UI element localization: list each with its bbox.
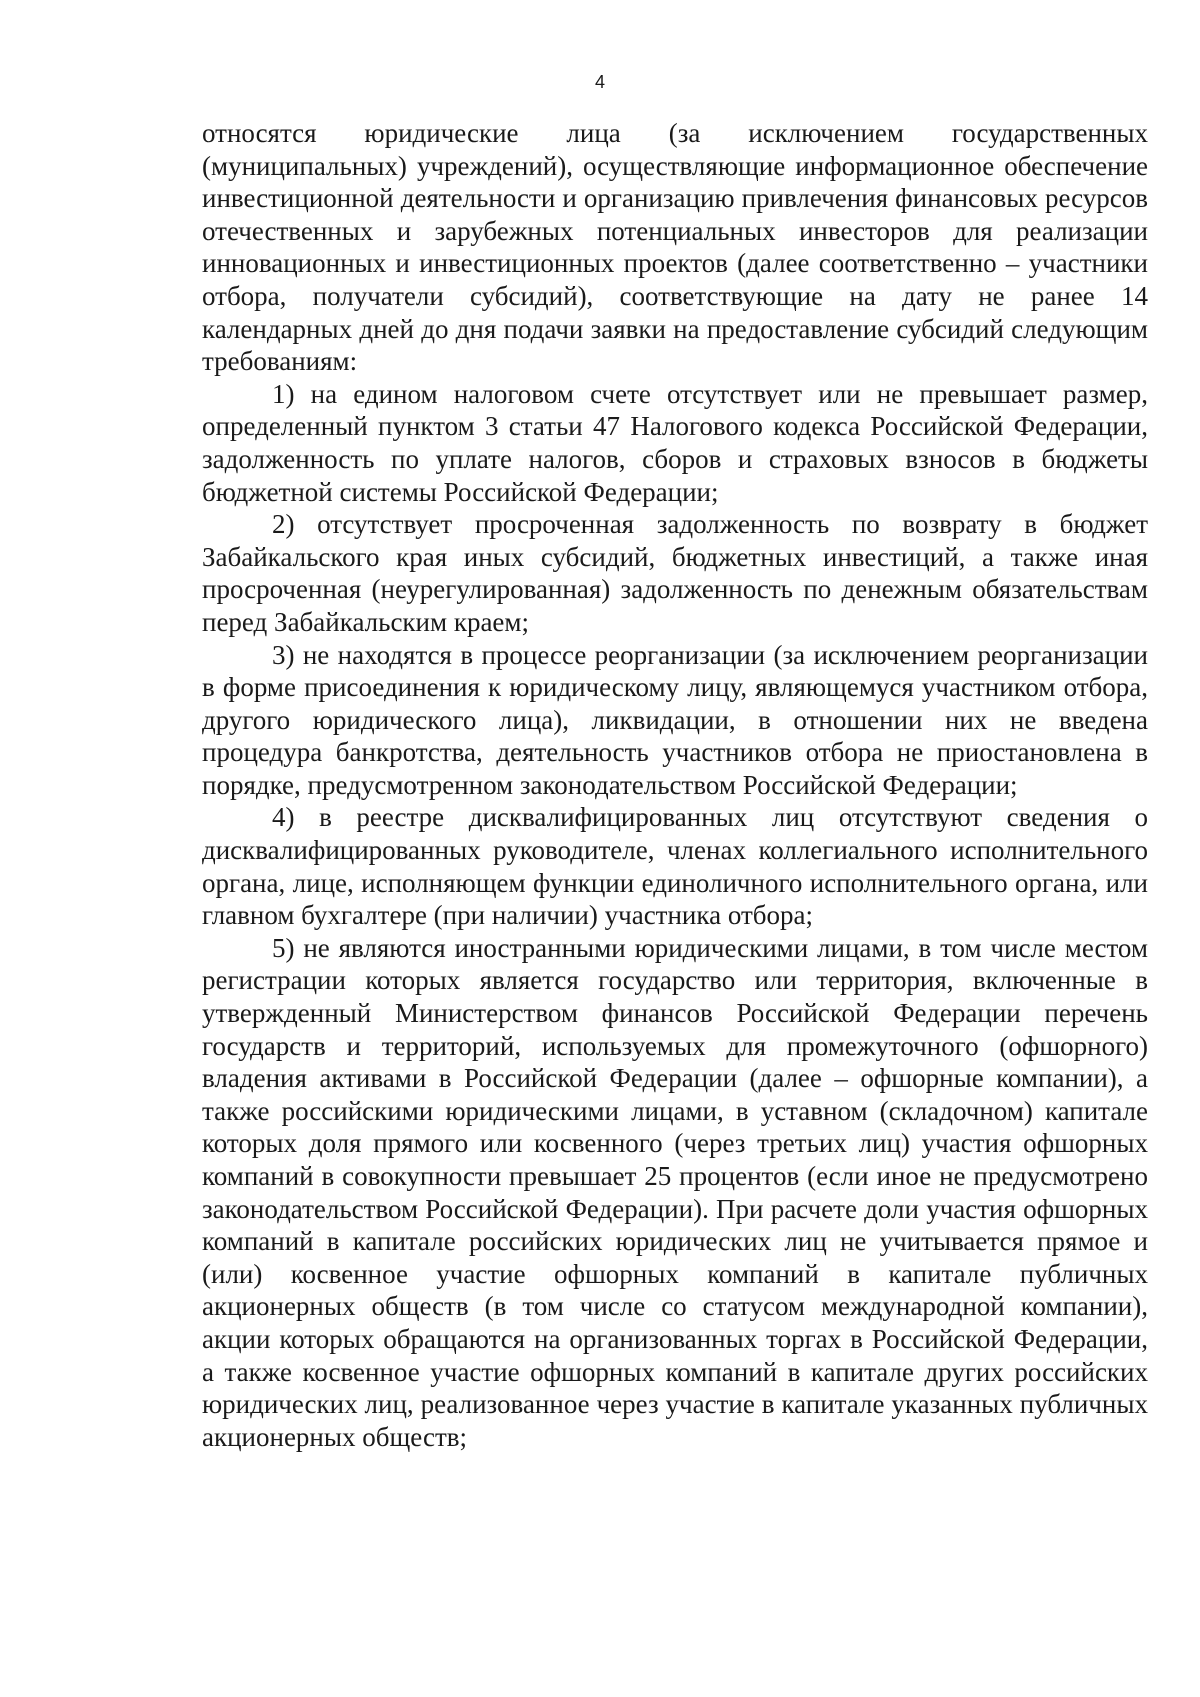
document-body [202, 117, 1148, 1453]
page-number: 4 [594, 72, 605, 92]
paragraph-requirement-1: 1) на едином налоговом счете отсутствует или не превышает размер, определенный пунктом 3 статьи 47 Налогового кодекса Российской Федерации, задолженность по уплате налогов, сборов и страховых взносов в бюджеты бюджетной системы Российской Федерации; [202, 378, 1148, 507]
paragraph-intro-continuation: относятся юридические лица (за исключением государственных (муниципальных) учреждений), осуществляющие информационное обеспечение инвестиционной деятельности и организацию привлечения финансовых ресурсов отечественных и зарубежных потенциальных инвесторов для реализации инновационных и инвестиционных проектов (далее соответственно – участники отбора, получатели субсидий), соответствующие на дату не ранее 14 календарных дней до дня подачи заявки на предоставление субсидий следующим требованиям: [202, 118, 1148, 377]
paragraph-requirement-4: 4) в реестре дисквалифицированных лиц отсутствуют сведения о дисквалифицированных руководителе, членах коллегиального исполнительного органа, лице, исполняющем функции единоличного исполнительного органа, или главном бухгалтере (при наличии) участника отбора; [202, 802, 1148, 931]
paragraph-requirement-2: 2) отсутствует просроченная задолженность по возврату в бюджет Забайкальского края иных субсидий, бюджетных инвестиций, а также иная просроченная (неурегулированная) задолженность по денежным обязательствам перед Забайкальским краем; [202, 509, 1148, 637]
paragraph-requirement-5: 5) не являются иностранными юридическими лицами, в том числе местом регистрации которых является государство или территория, включенные в утвержденный Министерством финансов Российской Федерации перечень государств и территорий, используемых для промежуточного (офшорного) владения активами в Российской Федерации (далее – офшорные компании), а также российскими юридическими лицами, в уставном (складочном) капитале которых доля прямого или косвенного (через третьих лиц) участия офшорных компаний в совокупности превышает 25 процентов (если иное не предусмотрено законодательством Российской Федерации). При расчете доли участия офшорных компаний в капитале российских юридических лиц не учитывается прямое и (или) косвенное участие офшорных компаний в капитале публичных акционерных обществ (в том числе со статусом международной компании), акции которых обращаются на организованных торгах в Российской Федерации, а также косвенное участие офшорных компаний в капитале других российских юридических лиц, реализованное через участие в капитале указанных публичных акционерных обществ; [202, 932, 1148, 1452]
paragraph-requirement-3: 3) не находятся в процессе реорганизации (за исключением реорганизации в форме присоединения к юридическому лицу, являющемуся участником отбора, другого юридического лица), ликвидации, в отношении них не введена процедура банкротства, деятельность участников отбора не приостановлена в порядке, предусмотренном законодательством Российской Федерации; [202, 639, 1148, 800]
